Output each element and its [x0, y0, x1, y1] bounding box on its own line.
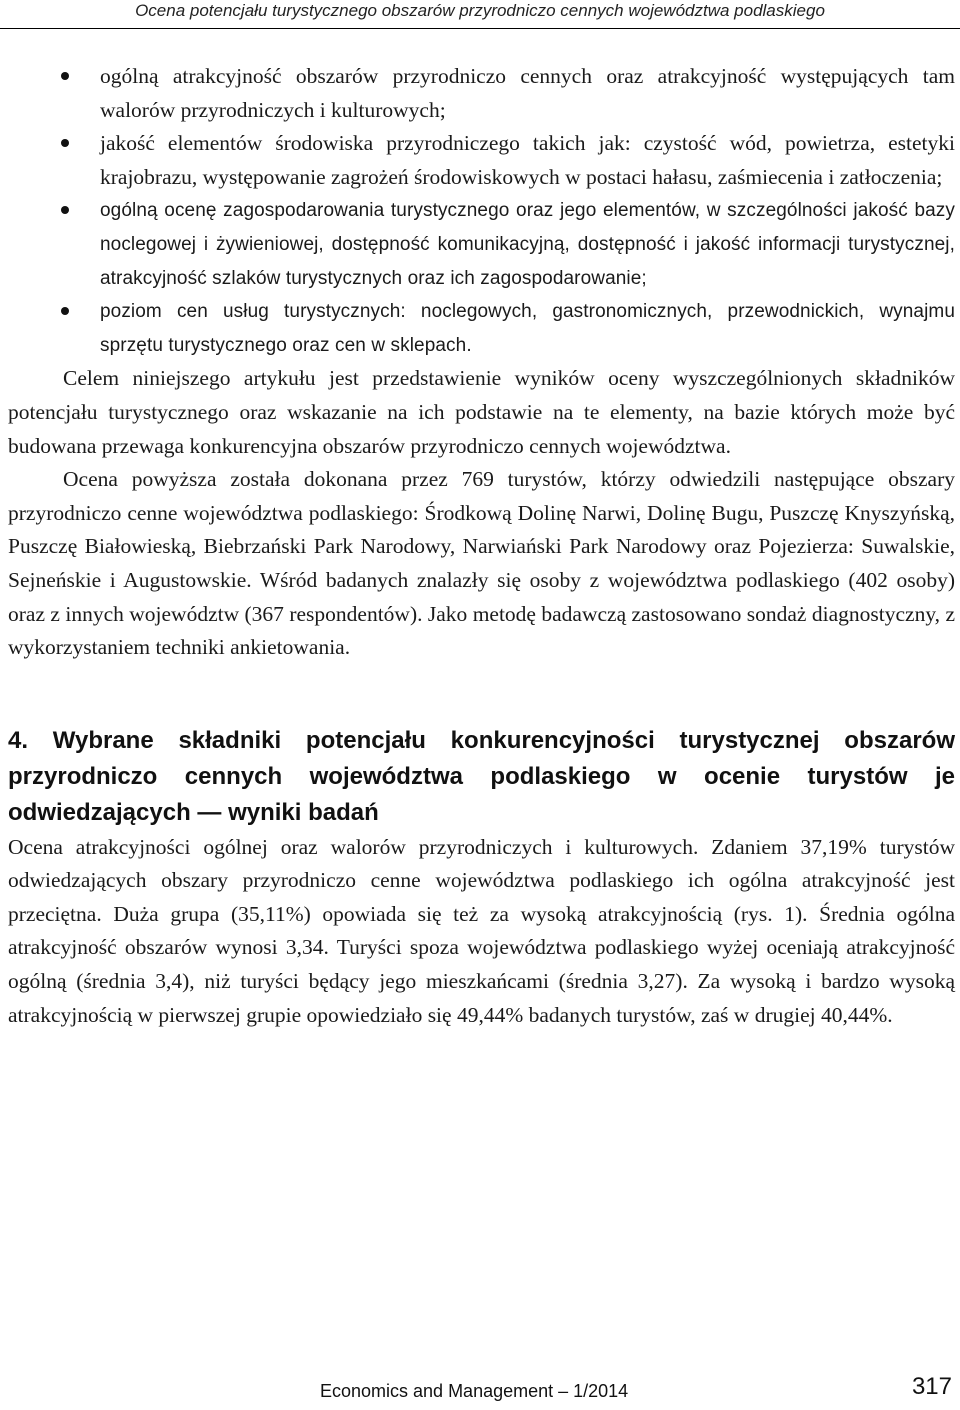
bullet-icon: [61, 139, 69, 147]
bullet-icon: [61, 72, 69, 80]
bullet-icon: [61, 307, 69, 315]
list-item: [8, 194, 955, 295]
paragraph-aim: Celem niniejszego artykułu jest przedstawienie wyników oceny wyszczególnionych składników potencjału turystycznego oraz wskazanie na ich podstawie na te elementy, na bazie których może być budowana przewaga konkurencyjna obszarów przyrodniczo cennych województwa.: [8, 366, 955, 458]
list-item-text: jakość elementów środowiska przyrodniczego takich jak: czystość wód, powietrza, estetyki krajobrazu, występowanie zagrożeń środowiskowych w postaci hałasu, zaśmiecenia i zatłoczenia;: [100, 131, 955, 189]
bullet-icon: [61, 206, 69, 214]
running-header: [0, 0, 960, 29]
section-paragraph: Ocena atrakcyjności ogólnej oraz walorów przyrodniczych i kulturowych. Zdaniem 37,19% turystów odwiedzających obszary przyrodniczo cenne województwa podlaskiego ich ogólna atrakcyjność jest przeciętna. Duża grupa (35,11%) opowiada się też za wysoką atrakcyjnością (rys. 1). Średnia ogólna atrakcyjność obszarów wynosi 3,34. Turyści spoza województwa podlaskiego wyżej oceniają atrakcyjność ogólną (średnia 3,4), niż turyści będący jego mieszkańcami (średnia 3,27). Za wysoką i bardzo wysoką atrakcyjnością w pierwszej grupie opowiedziało się 49,44% badanych turystów, zaś w drugiej 40,44%.: [8, 834, 955, 1027]
section-heading: 4. Wybrane składniki potencjału konkurencyjności turystycznej obszarów przyrodniczo cennych województwa podlaskiego w ocenie turystów je odwiedzających — wyniki badań: [8, 726, 955, 826]
list-item: [8, 295, 955, 362]
list-item-text: poziom cen usług turystycznych: noclegowych, gastronomicznych, przewodnickich, wynajmu sprzętu turystycznego oraz cen w sklepach.: [100, 301, 955, 356]
criteria-list: [8, 60, 955, 362]
main-content: [8, 60, 955, 1032]
journal-name: Economics and Management – 1/2014: [320, 1381, 629, 1401]
page-footer: [0, 1373, 960, 1406]
list-item: [8, 127, 955, 194]
list-item: [8, 60, 955, 127]
list-item-text: ogólną atrakcyjność obszarów przyrodniczo cennych oraz atrakcyjność występujących tam walorów przyrodniczych i kulturowych;: [100, 64, 955, 122]
paragraph-method: Ocena powyższa została dokonana przez 769 turystów, którzy odwiedzili następujące obszary przyrodniczo cenne województwa podlaskiego: Środkową Dolinę Narwi, Dolinę Bugu, Puszczę Knyszyńską, Puszczę Białowieską, Biebrzański Park Narodowy, Narwiański Park Narodowy oraz Pojezierza: Suwalskie, Sejneńskie i Augustowskie. Wśród badanych znalazły się osoby z województwa podlaskiego (402 osoby) oraz z innych województw (367 respondentów). Jako metodę badawczą zastosowano sondaż diagnostyczny, z wykorzystaniem techniki ankietowania.: [8, 467, 955, 660]
list-item-text: ogólną ocenę zagospodarowania turystycznego oraz jego elementów, w szczególności jakość bazy noclegowej i żywieniowej, dostępność komunikacyjną, dostępność i jakość informacji turystycznej, atrakcyjność szlaków turystycznych oraz ich zagospodarowanie;: [100, 200, 955, 289]
page-number: 317: [911, 1373, 952, 1400]
running-header-title: Ocena potencjału turystycznego obszarów przyrodniczo cennych województwa podlaskiego: [135, 1, 825, 20]
